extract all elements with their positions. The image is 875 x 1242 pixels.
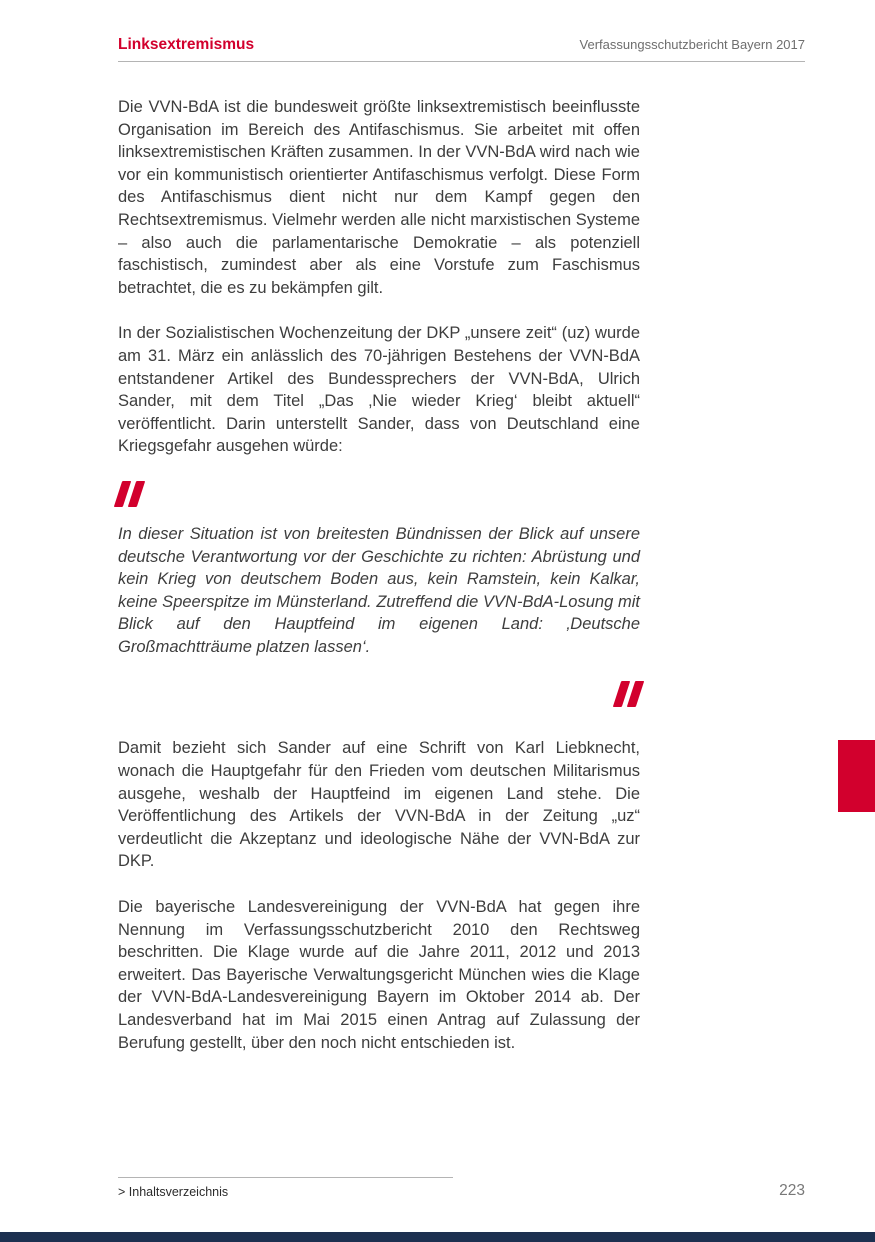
- quote-close-icon: [617, 681, 640, 707]
- paragraph: Die VVN-BdA ist die bundesweit größte linksextremistisch beeinflusste Organisation im Bereich des Antifaschismus. Sie arbeitet mit offen linksextremistischen Kräften zusammen. In der VVN-BdA wird nach wie vor ein kommunistisch orientierter Antifaschismus verfolgt. Diese Form des Antifaschismus dient nicht nur dem Kampf gegen den Rechtsextremismus. Vielmehr werden alle nicht marxistischen Systeme – also auch die parlamentarische Demokratie – als potenziell faschistisch, zumindest aber als eine Vorstufe zum Faschismus betrachtet, die es zu bekämpfen gilt.: [118, 98, 640, 297]
- page-number: 223: [779, 1182, 805, 1199]
- quote-close-icon-bar: [627, 681, 644, 707]
- quote-open-icon-bar: [128, 481, 145, 507]
- paragraph: Damit bezieht sich Sander auf eine Schrift von Karl Liebknecht, wonach die Hauptgefahr für den Frieden vom deutschen Militarismus ausgehe, weshalb der Hauptfeind im eigenen Land stehe. Die Veröffentlichung des Artikels der VVN-BdA in der Zeitung „uz“ verdeutlicht die Akzeptanz und ideologische Nähe der VVN-BdA zur DKP.: [118, 739, 640, 871]
- section-title: Linksextremismus: [118, 36, 255, 53]
- header-divider: [118, 61, 805, 62]
- report-title: Verfassungsschutzbericht Bayern 2017: [579, 37, 805, 52]
- paragraph: In der Sozialistischen Wochenzeitung der DKP „unsere zeit“ (uz) wurde am 31. März ein anlässlich des 70-jährigen Bestehens der VVN-BdA entstandener Artikel des Bundessprechers der VVN-BdA, Ulrich Sander, mit dem Titel „Das ‚Nie wieder Krieg‘ bleibt aktuell“ veröffentlicht. Darin unterstellt Sander, dass von Deutschland eine Kriegsgefahr ausgehen würde:: [118, 324, 640, 456]
- footer-bar: [0, 1232, 875, 1242]
- quote-text: In dieser Situation ist von breitesten Bündnissen der Blick auf unsere deutsche Verantwortung vor der Geschichte zu richten: Abrüstung und kein Krieg von deutschem Boden aus, kein Ramstein, kein Kalkar, keine Speerspitze im Münsterland. Zutreffend die VVN-BdA-Losung mit Blick auf den Hauptfeind im eigenen Land: ‚Deutsche Großmachtträume platzen lassen‘.: [118, 524, 640, 656]
- chapter-marker-tab: [838, 740, 875, 812]
- footer-divider: [118, 1177, 453, 1178]
- quote-close-row: [118, 681, 640, 707]
- body-text-column: [118, 96, 640, 1077]
- paragraph: Die bayerische Landesvereinigung der VVN-BdA hat gegen ihre Nennung im Verfassungsschutzbericht 2010 den Rechtsweg beschritten. Die Klage wurde auf die Jahre 2011, 2012 und 2013 erweitert. Das Bayerische Verwaltungsgericht München wies die Klage der VVN-BdA-Landesvereinigung Bayern im Oktober 2014 ab. Der Landesverband hat im Mai 2015 einen Antrag auf Zulassung der Berufung gestellt, über den noch nicht entschieden ist.: [118, 898, 640, 1052]
- page-header: [118, 36, 805, 54]
- quote-block: [118, 481, 640, 708]
- toc-link[interactable]: > Inhaltsverzeichnis: [118, 1185, 229, 1199]
- quote-open-icon: [118, 481, 640, 507]
